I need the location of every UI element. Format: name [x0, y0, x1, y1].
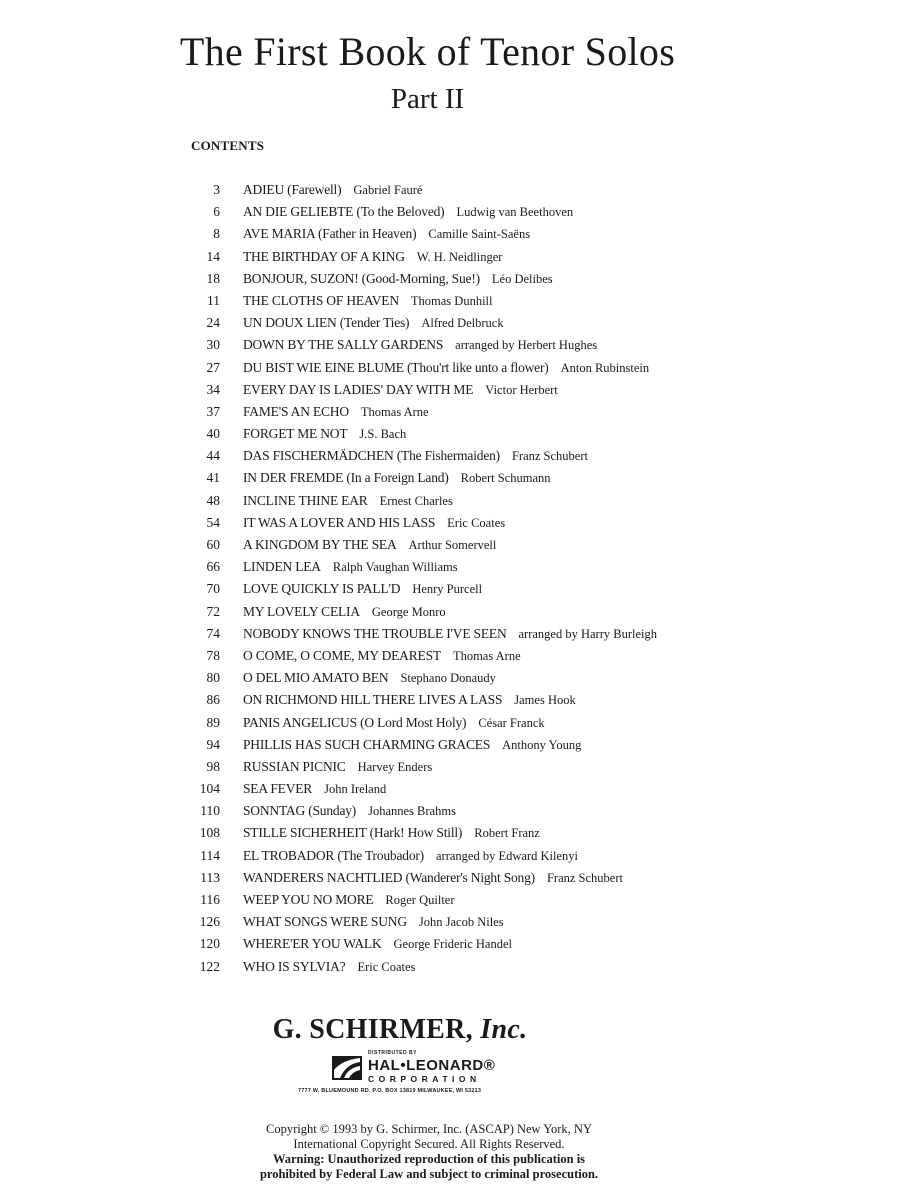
entry-composer: Anthony Young: [502, 737, 582, 752]
contents-entry: [0, 201, 900, 223]
distributor-name: HAL•LEONARD®: [368, 1057, 496, 1074]
entry-page-number: 113: [200, 869, 220, 885]
entry-composer: Eric Coates: [357, 959, 416, 974]
entry-composer: Thomas Dunhill: [410, 293, 493, 308]
entry-page-number: 114: [200, 847, 220, 863]
entry-page-number: 110: [200, 803, 220, 819]
entry-text: [243, 911, 504, 933]
contents-entry: [0, 423, 900, 445]
entry-page-number: 37: [206, 403, 220, 419]
warning-line: prohibited by Federal Law and subject to criminal prosecution.: [259, 1167, 599, 1181]
contents-entry: [0, 822, 900, 844]
entry-page-number: 60: [206, 537, 220, 552]
publisher-suffix: Inc.: [480, 1014, 528, 1045]
entry-page-number: 86: [206, 692, 220, 708]
entry-song-title: PHILLIS HAS SUCH CHARMING GRACES: [243, 736, 491, 752]
entry-text: [243, 179, 422, 201]
entry-composer: George Frideric Handel: [393, 937, 512, 952]
entry-text: [243, 201, 573, 223]
entry-text: [243, 246, 502, 268]
entry-text: [243, 512, 505, 534]
entry-song-title: THE CLOTHS OF HEAVEN: [243, 292, 399, 308]
entry-text: [243, 423, 406, 445]
entry-composer: J.S. Bach: [359, 427, 407, 442]
entry-page-number: 44: [206, 448, 220, 464]
entry-page-number: 98: [206, 758, 220, 774]
entry-text: [243, 445, 588, 467]
copyright-line: International Copyright Secured. All Rights Reserved.: [293, 1137, 565, 1151]
entry-text: [243, 578, 482, 600]
contents-entry: [0, 623, 900, 645]
entry-song-title: STILLE SICHERHEIT (Hark! How Still): [243, 825, 463, 841]
entry-song-title: PANIS ANGELICUS (O Lord Most Holy): [243, 714, 467, 730]
entry-song-title: DOWN BY THE SALLY GARDENS: [243, 337, 444, 353]
contents-entry: [0, 268, 900, 290]
entry-page-number: 41: [206, 470, 220, 486]
entry-page-number: 54: [206, 514, 220, 530]
entry-text: [243, 889, 455, 911]
entry-page-number: 108: [199, 825, 220, 841]
entry-text: [243, 645, 521, 667]
contents-entry: [0, 290, 900, 312]
entry-composer: Robert Schumann: [460, 471, 551, 486]
entry-composer: Thomas Arne: [452, 648, 521, 663]
entry-page-number: 120: [199, 936, 220, 952]
entry-composer: Harvey Enders: [357, 759, 433, 774]
entry-composer: George Monro: [371, 604, 446, 619]
entry-composer: arranged by Edward Kilenyi: [435, 848, 578, 863]
contents-entry: [0, 778, 900, 800]
entry-song-title: AN DIE GELIEBTE (To the Beloved): [243, 204, 445, 220]
entry-text: [243, 956, 415, 978]
contents-entry: [0, 445, 900, 467]
contents-entry: [0, 379, 900, 401]
entry-text: [243, 490, 453, 512]
entry-text: [243, 778, 386, 800]
entry-composer: John Ireland: [324, 782, 387, 797]
entry-text: [243, 268, 553, 290]
entry-song-title: WHERE'ER YOU WALK: [243, 936, 382, 952]
contents-entry: [0, 911, 900, 933]
entry-page-number: 3: [213, 182, 220, 197]
entry-song-title: EVERY DAY IS LADIES' DAY WITH ME: [243, 381, 474, 397]
entry-page-number: 78: [206, 647, 220, 663]
contents-entry: [0, 933, 900, 955]
entry-song-title: WANDERERS NACHTLIED (Wanderer's Night Song): [243, 869, 535, 885]
entry-text: [243, 556, 458, 578]
contents-entry: [0, 467, 900, 489]
entry-text: [243, 534, 496, 556]
contents-entry: [0, 712, 900, 734]
entry-song-title: O DEL MIO AMATO BEN: [243, 670, 389, 686]
publisher-name: [0, 1014, 800, 1046]
entry-composer: Alfred Delbruck: [421, 316, 504, 331]
entry-text: [243, 822, 540, 844]
entry-text: [243, 800, 456, 822]
entry-composer: John Jacob Niles: [418, 915, 504, 930]
entry-page-number: 14: [206, 248, 220, 264]
entry-page-number: 74: [206, 625, 220, 641]
distributor-logo-block: [298, 1050, 548, 1102]
entry-page-number: 40: [206, 426, 220, 442]
entry-composer: W. H. Neidlinger: [416, 249, 503, 264]
entry-song-title: ON RICHMOND HILL THERE LIVES A LASS: [243, 692, 503, 708]
entry-page-number: 8: [213, 226, 220, 242]
copyright-block: [0, 1122, 858, 1182]
entry-text: [243, 845, 578, 867]
entry-text: [243, 689, 576, 711]
entry-composer: Ludwig van Beethoven: [456, 205, 574, 220]
entry-composer: Camille Saint-Saëns: [428, 227, 531, 242]
entry-song-title: LOVE QUICKLY IS PALL'D: [243, 581, 401, 597]
entry-song-title: A KINGDOM BY THE SEA: [243, 537, 397, 552]
contents-entry: [0, 401, 900, 423]
entry-text: [243, 357, 649, 379]
entry-page-number: 104: [199, 781, 220, 797]
entry-song-title: FORGET ME NOT: [243, 426, 348, 442]
entry-song-title: THE BIRTHDAY OF A KING: [243, 248, 405, 264]
entry-composer: arranged by Harry Burleigh: [518, 626, 657, 641]
entry-song-title: SEA FEVER: [243, 781, 313, 797]
entry-composer: Thomas Arne: [360, 404, 429, 419]
copyright-line: Copyright © 1993 by G. Schirmer, Inc. (ASCAP) New York, NY: [265, 1122, 592, 1136]
contents-entry: [0, 734, 900, 756]
entry-page-number: 34: [206, 381, 220, 397]
entry-song-title: MY LOVELY CELIA: [243, 603, 360, 619]
entry-composer: James Hook: [514, 693, 576, 708]
entry-composer: Johannes Brahms: [368, 804, 456, 819]
entry-text: [243, 312, 504, 334]
entry-page-number: 30: [206, 337, 220, 353]
contents-heading: CONTENTS: [191, 138, 265, 153]
entry-composer: Roger Quilter: [385, 893, 455, 907]
contents-entry: [0, 578, 900, 600]
contents-entry: [0, 845, 900, 867]
entry-song-title: IT WAS A LOVER AND HIS LASS: [243, 514, 436, 530]
entry-text: [243, 756, 432, 778]
contents-entry: [0, 601, 900, 623]
entry-composer: Ralph Vaughan Williams: [332, 560, 458, 575]
entry-composer: Victor Herbert: [485, 382, 558, 397]
entry-page-number: 116: [200, 892, 220, 907]
hal-leonard-logo-icon: [332, 1056, 362, 1080]
entry-page-number: 89: [206, 714, 220, 730]
book-subtitle: Part II: [390, 83, 465, 115]
entry-text: [243, 290, 492, 312]
contents-entry: [0, 312, 900, 334]
entry-song-title: BONJOUR, SUZON! (Good-Morning, Sue!): [243, 270, 480, 286]
entry-song-title: RUSSIAN PICNIC: [243, 758, 346, 774]
entry-page-number: 48: [206, 492, 220, 508]
entry-composer: Léo Delibes: [491, 271, 553, 286]
contents-entry: [0, 645, 900, 667]
entry-page-number: 27: [206, 359, 220, 375]
distributor-address: 7777 W. BLUEMOUND RD. P.O. BOX 13819 MILWAUKEE, WI 53213: [298, 1088, 482, 1094]
publisher-name-text: G. SCHIRMER,: [272, 1014, 473, 1045]
warning-line: Warning: Unauthorized reproduction of this publication is: [272, 1152, 586, 1166]
entry-page-number: 66: [206, 559, 220, 575]
entry-text: [243, 667, 496, 689]
contents-entry: [0, 534, 900, 556]
entry-page-number: 6: [213, 204, 220, 220]
entry-page-number: 80: [206, 670, 220, 686]
entry-composer: Franz Schubert: [511, 449, 588, 464]
entry-composer: Ernest Charles: [379, 493, 453, 508]
entry-song-title: UN DOUX LIEN (Tender Ties): [243, 315, 410, 331]
entry-text: [243, 223, 530, 245]
contents-entry: [0, 246, 900, 268]
entry-text: [243, 712, 545, 734]
contents-entry: [0, 334, 900, 356]
entry-composer: Stephano Donaudy: [400, 671, 496, 686]
entry-song-title: NOBODY KNOWS THE TROUBLE I'VE SEEN: [243, 625, 507, 641]
contents-entry: [0, 223, 900, 245]
entry-song-title: DAS FISCHERMÄDCHEN (The Fishermaiden): [243, 448, 500, 464]
contents-entry: [0, 357, 900, 379]
entry-song-title: O COME, O COME, MY DEAREST: [243, 647, 441, 663]
entry-composer: Robert Franz: [474, 826, 540, 841]
contents-entry: [0, 756, 900, 778]
entry-composer: Anton Rubinstein: [560, 360, 650, 375]
entry-text: [243, 734, 581, 756]
distributed-by-label: DISTRIBUTED BY: [368, 1050, 417, 1056]
contents-entry: [0, 800, 900, 822]
entry-song-title: WHAT SONGS WERE SUNG: [243, 914, 407, 930]
contents-entry: [0, 689, 900, 711]
entry-song-title: EL TROBADOR (The Troubador): [243, 847, 424, 863]
contents-entry: [0, 889, 900, 911]
entry-song-title: FAME'S AN ECHO: [243, 403, 349, 419]
entry-text: [243, 623, 657, 645]
entry-text: [243, 379, 558, 401]
entry-song-title: IN DER FREMDE (In a Foreign Land): [243, 470, 449, 486]
contents-entry: [0, 667, 900, 689]
contents-entry: [0, 512, 900, 534]
entry-composer: Henry Purcell: [412, 582, 483, 597]
entry-song-title: SONNTAG (Sunday): [243, 803, 357, 819]
entry-composer: César Franck: [478, 715, 545, 730]
book-title: The First Book of Tenor Solos: [179, 29, 676, 74]
entry-page-number: 70: [206, 581, 220, 597]
entry-page-number: 11: [207, 292, 220, 308]
entry-page-number: 126: [199, 914, 220, 930]
entry-text: [243, 467, 551, 489]
entry-composer: Franz Schubert: [546, 870, 623, 885]
entry-song-title: LINDEN LEA: [243, 559, 321, 575]
entry-composer: Arthur Somervell: [408, 538, 497, 552]
entry-composer: arranged by Herbert Hughes: [455, 338, 598, 353]
entry-composer: Eric Coates: [447, 515, 506, 530]
entry-text: [243, 334, 597, 356]
entry-text: [243, 601, 446, 623]
distributor-corporation: CORPORATION: [368, 1074, 481, 1084]
contents-entry: [0, 867, 900, 889]
entry-text: [243, 401, 429, 423]
contents-entry: [0, 956, 900, 978]
contents-entry: [0, 556, 900, 578]
entry-song-title: DU BIST WIE EINE BLUME (Thou'rt like unto a flower): [243, 359, 549, 375]
entry-song-title: WHO IS SYLVIA?: [243, 958, 346, 974]
contents-entry: [0, 179, 900, 201]
contents-list: [0, 179, 900, 978]
entry-song-title: WEEP YOU NO MORE: [243, 892, 374, 907]
entry-text: [243, 867, 623, 889]
contents-entry: [0, 490, 900, 512]
entry-page-number: 122: [199, 958, 220, 974]
entry-song-title: AVE MARIA (Father in Heaven): [243, 226, 417, 242]
entry-page-number: 72: [206, 603, 220, 619]
entry-text: [243, 933, 512, 955]
entry-composer: Gabriel Fauré: [353, 183, 423, 197]
entry-page-number: 24: [206, 315, 220, 331]
entry-page-number: 18: [206, 270, 220, 286]
entry-page-number: 94: [206, 736, 220, 752]
entry-song-title: INCLINE THINE EAR: [243, 492, 368, 508]
entry-song-title: ADIEU (Farewell): [243, 182, 342, 197]
